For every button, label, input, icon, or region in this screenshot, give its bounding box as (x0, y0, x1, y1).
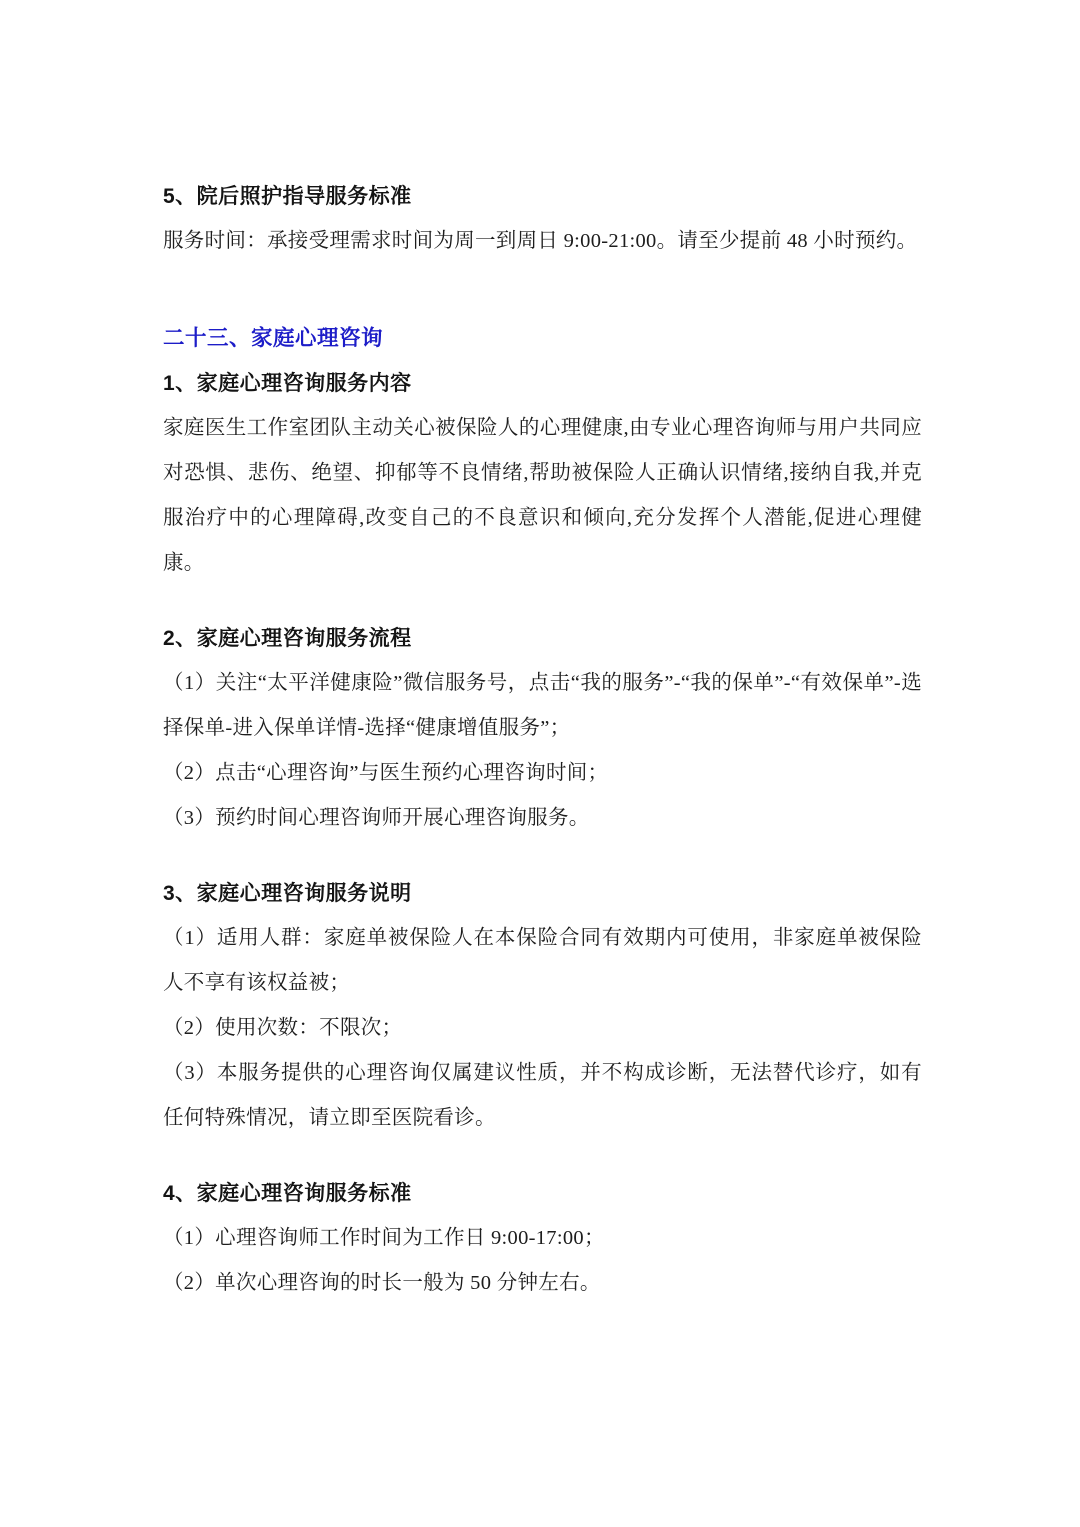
paragraph-aftercare-service-time: 服务时间：承接受理需求时间为周一到周日 9:00-21:00。请至少提前 48 小时预约。 (163, 230, 918, 252)
section-heading-service-content: 1、家庭心理咨询服务内容 (163, 372, 412, 395)
section-heading-service-process: 2、家庭心理咨询服务流程 (163, 627, 412, 650)
paragraph-standard-2-session-length: （2）单次心理咨询的时长一般为 50 分钟左右。 (163, 1272, 601, 1294)
chapter-heading-family-counseling: 二十三、家庭心理咨询 (163, 326, 384, 350)
paragraph-standard-1-working-hours: （1）心理咨询师工作时间为工作日 9:00-17:00； (163, 1227, 605, 1249)
section-heading-aftercare-standard: 5、院后照护指导服务标准 (163, 185, 412, 208)
paragraph-service-content: 家庭医生工作室团队主动关心被保险人的心理健康,由专业心理咨询师与用户共同应对恐惧、悲伤、绝望、抑郁等不良情绪,帮助被保险人正确认识情绪,接纳自我,并克服治疗中的心理障碍,改变自己的不良意识和倾向,充分发挥个人潜能,促进心理健康。 (163, 417, 922, 574)
section-heading-service-standard: 4、家庭心理咨询服务标准 (163, 1182, 412, 1205)
paragraph-process-step-3: （3）预约时间心理咨询师开展心理咨询服务。 (163, 807, 590, 829)
paragraph-note-3-disclaimer: （3）本服务提供的心理咨询仅属建议性质，并不构成诊断，无法替代诊疗，如有任何特殊情况，请立即至医院看诊。 (163, 1062, 922, 1129)
paragraph-note-1-applicable-users: （1）适用人群：家庭单被保险人在本保险合同有效期内可使用，非家庭单被保险人不享有该权益被； (163, 927, 922, 994)
section-heading-service-notes: 3、家庭心理咨询服务说明 (163, 882, 412, 905)
paragraph-note-2-usage-count: （2）使用次数：不限次； (163, 1017, 403, 1039)
paragraph-process-step-1: （1）关注“太平洋健康险”微信服务号，点击“我的服务”-“我的保单”-“有效保单”-选择保单-进入保单详情-选择“健康增值服务”； (163, 672, 922, 739)
paragraph-process-step-2: （2）点击“心理咨询”与医生预约心理咨询时间； (163, 762, 609, 784)
